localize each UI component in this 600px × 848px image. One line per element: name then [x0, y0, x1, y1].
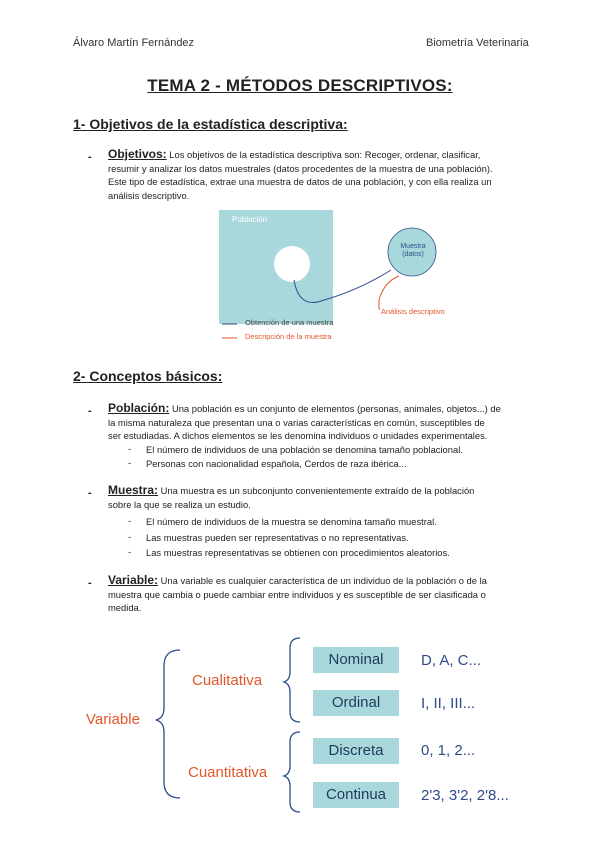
variable-term: Variable: [108, 573, 159, 587]
sub-dash: - [128, 443, 132, 454]
ex-continua: 2'3, 3'2, 2'8... [421, 787, 509, 804]
objetivos-line-4: análisis descriptivo. [108, 189, 190, 201]
sub-dash: - [128, 546, 132, 557]
poblacion-bullet-2: Personas con nacionalidad española, Cerdos de raza ibérica... [146, 458, 407, 469]
muestra-bullet-2: Las muestras pueden ser representativas o no representativas. [146, 532, 409, 543]
sample-sub-text: (datos) [402, 251, 424, 258]
tree-braces [0, 630, 600, 830]
sub-dash: - [128, 457, 132, 468]
ex-discreta: 0, 1, 2... [421, 742, 476, 759]
poblacion-term: Población: [108, 401, 170, 415]
muestra-term: Muestra: [108, 483, 159, 497]
cat-nominal: Nominal [313, 647, 399, 673]
muestra-bullet-1: El número de individuos de la muestra se denomina tamaño muestral. [146, 516, 437, 527]
cat-continua: Continua [313, 782, 399, 808]
sub-dash: - [128, 515, 132, 526]
poblacion-paragraph [108, 402, 528, 443]
muestra-line-2: sobre la que se realiza un estudio. [108, 498, 251, 510]
objetivos-line-2: resumir y analizar los datos muestrales (datos procedentes de la muestra de una población). [108, 162, 493, 174]
bullet-dash: - [88, 151, 92, 163]
variable-line-2: muestra que cambia o puede cambiar entre individuos y es susceptible de ser clasificada o [108, 588, 486, 600]
bullet-dash: - [88, 405, 92, 417]
cualitativa-brace [284, 638, 300, 722]
muestra-paragraph [108, 484, 528, 511]
tree-cuantitativa: Cuantitativa [188, 764, 268, 781]
root-brace [156, 650, 180, 798]
cuantitativa-brace [284, 732, 300, 812]
sample-label-text: Muestra [400, 243, 426, 250]
objetivos-line-1: Los objetivos de la estadística descriptiva son: Recoger, ordenar, clasificar, [169, 149, 481, 160]
sample-label [397, 243, 429, 259]
ex-ordinal: I, II, III... [421, 695, 476, 712]
poblacion-line-1: Una población es un conjunto de elementos (personas, animales, objetos...) de [171, 403, 501, 414]
legend-blue-label: Obtención de una muestra [245, 318, 334, 327]
objetivos-paragraph [108, 148, 528, 202]
section2-heading: 2- Conceptos básicos: [73, 368, 223, 384]
tree-root: Variable [86, 711, 140, 728]
analysis-label: Análisis descriptivo [381, 307, 445, 316]
cat-ordinal: Ordinal [313, 690, 399, 716]
diagram-svg [219, 210, 479, 350]
header-author: Álvaro Martín Fernández [73, 37, 195, 49]
poblacion-line-2: la misma naturaleza que presentan una o varias características en común, susceptibles de [108, 416, 485, 428]
poblacion-line-3: ser estudiadas. A dichos elementos se les denomina individuos o unidades experimentales. [108, 430, 488, 441]
muestra-bullet-3: Las muestras representativas se obtienen con procedimientos aleatorios. [146, 547, 450, 558]
sampling-arrow-curve [294, 270, 391, 303]
section1-heading: 1- Objetivos de la estadística descriptiva: [73, 116, 348, 132]
page-title: TEMA 2 - MÉTODOS DESCRIPTIVOS: [147, 76, 453, 95]
tree-cualitativa: Cualitativa [192, 672, 263, 689]
bullet-dash: - [88, 577, 92, 589]
variable-line-1: Una variable es cualquier característica de un individuo de la población o de la [160, 575, 487, 586]
objetivos-term: Objetivos: [108, 147, 167, 161]
poblacion-bullet-1: El número de individuos de una población se denomina tamaño poblacional. [146, 444, 463, 455]
variable-paragraph [108, 574, 528, 615]
legend-red-label: Descripción de la muestra [245, 332, 332, 341]
cat-discreta: Discreta [313, 738, 399, 764]
muestra-line-1: Una muestra es un subconjunto convenientemente extraído de la población [160, 485, 475, 496]
analysis-arrow [379, 276, 399, 310]
variable-line-3: medida. [108, 602, 142, 613]
ex-nominal: D, A, C... [421, 652, 482, 669]
header-course: Biometría Veterinaria [426, 37, 529, 49]
population-label: Población [232, 215, 268, 224]
objetivos-line-3: Este tipo de estadística, extrae una muestra de datos de una población, y con ella realiza un [108, 176, 492, 187]
bullet-dash: - [88, 487, 92, 499]
sub-dash: - [128, 531, 132, 542]
